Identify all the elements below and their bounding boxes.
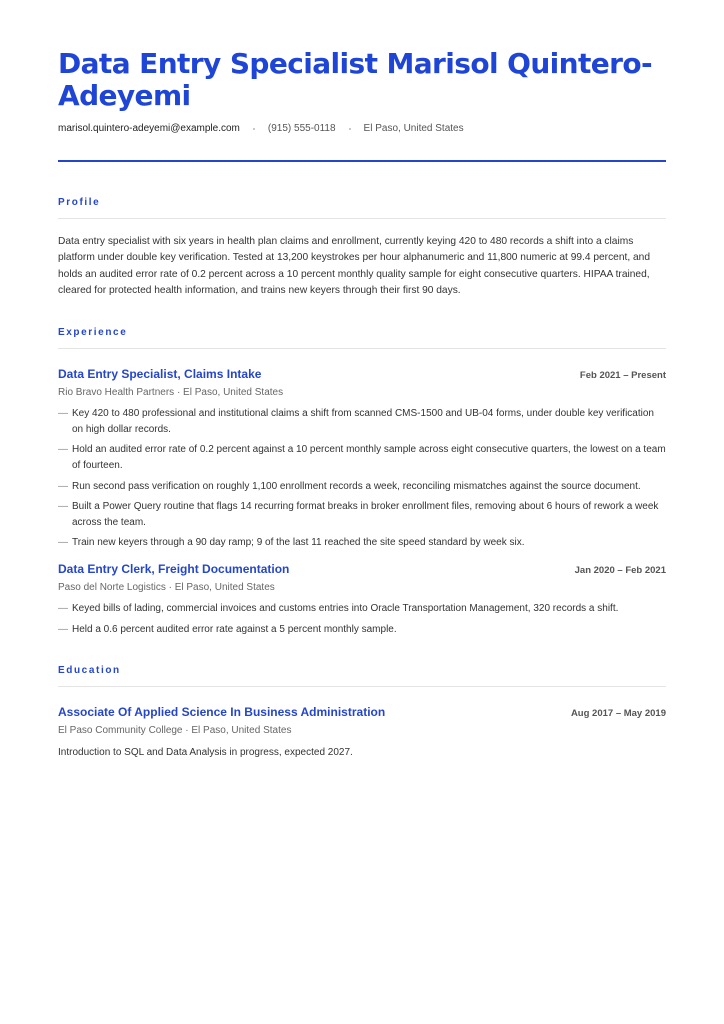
section-divider [58, 348, 666, 349]
bullet-text: Run second pass verification on roughly 1,100 enrollment records a week, reconciling mismatches against the source document. [72, 480, 641, 492]
bullet-text: Built a Power Query routine that flags 14 recurring format breaks in broker enrollment files, removing about 6 hours of rework a week across the team. [72, 501, 659, 528]
education-note: Introduction to SQL and Data Analysis in progress, expected 2027. [58, 747, 353, 759]
section-title-experience: Experience [58, 327, 128, 339]
job-entry [58, 561, 666, 637]
education-entry [58, 704, 666, 760]
bullet-text: Keyed bills of lading, commercial invoices and customs entries into Oracle Transportation Management, 320 records a shift. [72, 602, 619, 614]
bullet-text: Held a 0.6 percent audited error rate against a 5 percent monthly sample. [72, 623, 397, 635]
bullet-item [58, 442, 666, 473]
section-divider [58, 218, 666, 219]
job-header [58, 366, 666, 382]
section-divider [58, 686, 666, 687]
job-header [58, 561, 666, 577]
education-dates: Aug 2017 – May 2019 [570, 708, 666, 720]
bullet-item [58, 479, 666, 495]
bullet-dash: — [58, 537, 68, 549]
header-divider [58, 160, 666, 162]
profile-section [58, 196, 666, 299]
job-bullets [58, 601, 666, 637]
bullet-dash: — [58, 602, 68, 614]
job-title: Data Entry Clerk, Freight Documentation [58, 561, 290, 576]
candidate-name: Data Entry Specialist Marisol Quintero-Adeyemi [58, 47, 653, 112]
school-name: El Paso Community College · El Paso, United States [58, 725, 292, 737]
bullet-item [58, 499, 666, 530]
separator-dot [253, 128, 255, 130]
job-title: Data Entry Specialist, Claims Intake [58, 367, 262, 382]
bullet-text: Hold an audited error rate of 0.2 percent against a 10 percent monthly sample across eight consecutive quarters, the lowest on a team of fourteen. [72, 444, 666, 471]
contact-line [58, 122, 666, 136]
bullet-text: Key 420 to 480 professional and institutional claims a shift from scanned CMS-1500 and UB-04 forms, under double key verification on high dollar records. [72, 408, 654, 435]
profile-summary: Data entry specialist with six years in health plan claims and enrollment, currently keying 420 to 480 records a shift into a claims platform under double key verification. Tested at 13,200 keystrokes per hour alphanumeric and 11,800 numeric at 99.4 percent, and holds an audited error rate of 0.2 percent across a 10 percent monthly quality sample for eight consecutive quarters. HIPAA trained, cleared for protected health information, and trains new keyers through their first 90 days. [58, 236, 650, 296]
section-title-education: Education [58, 665, 121, 677]
email-link[interactable]: marisol.quintero-adeyemi@example.com [58, 123, 240, 134]
education-header [58, 704, 666, 720]
bullet-dash: — [58, 501, 68, 513]
bullet-dash: — [58, 480, 68, 492]
section-title-profile: Profile [58, 197, 101, 208]
phone-number[interactable]: (915) 555-0118 [267, 123, 336, 134]
bullet-item [58, 601, 666, 617]
job-bullets [58, 406, 666, 551]
bullet-dash: — [58, 408, 68, 420]
bullet-dash: — [58, 623, 68, 635]
bullet-item [58, 406, 666, 437]
degree-title: Associate Of Applied Science In Business Administration [58, 705, 386, 720]
job-employer: Paso del Norte Logistics · El Paso, United States [58, 581, 275, 593]
experience-section [58, 326, 666, 637]
resume-header [58, 48, 666, 162]
bullet-item [58, 535, 666, 551]
bullet-text: Train new keyers through a 90 day ramp; 9 of the last 11 reached the site speed standard by week six. [72, 537, 525, 549]
location: El Paso, United States [363, 123, 464, 134]
job-entry [58, 366, 666, 551]
job-dates: Feb 2021 – Present [579, 370, 666, 382]
bullet-item [58, 622, 666, 638]
education-section [58, 664, 666, 760]
bullet-dash: — [58, 444, 68, 456]
separator-dot [349, 128, 351, 130]
job-employer: Rio Bravo Health Partners · El Paso, United States [58, 387, 284, 399]
job-dates: Jan 2020 – Feb 2021 [574, 564, 666, 576]
